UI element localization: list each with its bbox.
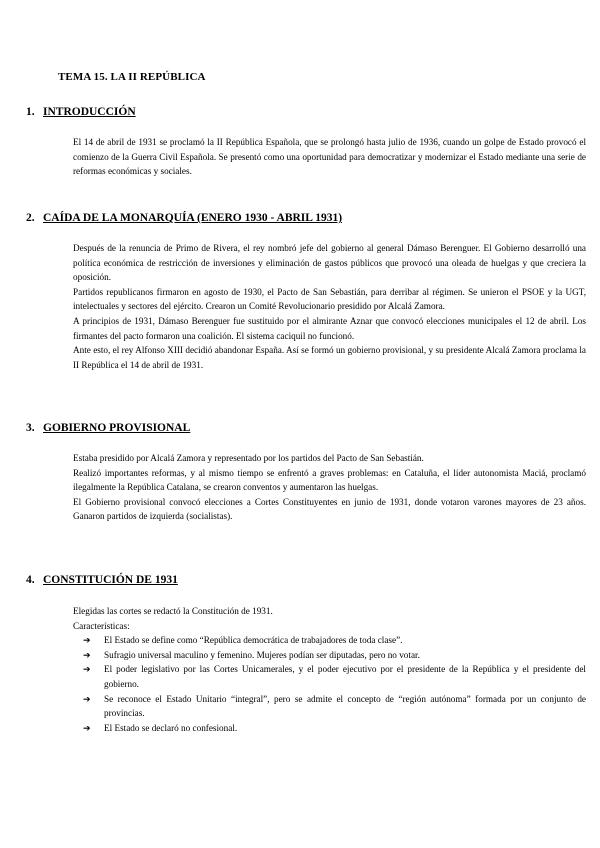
paragraph: Después de la renuncia de Primo de Rivera, el rey nombró jefe del gobierno al general Dámaso Berenguer. El Gobierno desarrolló una política económica de restricción de inversiones y eliminación de gastos públicos que provocó una oleada de huelgas y que creciera la oposición. [73,243,586,283]
section-number: 3. [26,422,35,434]
section-heading-constitucion-1931 [26,574,178,586]
section-title: GOBIERNO PROVISIONAL [43,422,191,434]
paragraph: Realizó importantes reformas, y al mismo tiempo se enfrentó a graves problemas: en Cataluña, el líder autonomista Maciá, proclamó ilegalmente la República Catalana, se crearon conventos y aumentaron las huelgas. [73,467,586,493]
list-item [73,633,586,648]
section-heading-gobierno-provisional [26,422,190,434]
paragraph: El 14 de abril de 1931 se proclamó la II República Española, que se prolongó hasta julio de 1936, cuando un golpe de Estado provocó el comienzo de la Guerra Civil Española. Se presentó como una oportunidad para democratizar y modernizar el Estado mediante una serie de reformas económicas y sociales. [73,137,586,177]
section-heading-caida-monarquia [26,212,342,224]
paragraph: El Gobierno provisional convocó elecciones a Cortes Constituyentes en junio de 1931, donde votaron varones mayores de 23 años. Ganaron partidos de izquierda (socialistas). [73,496,586,522]
arrow-right-icon: ➔ [83,649,91,660]
arrow-right-icon: ➔ [83,635,91,646]
arrow-right-icon: ➔ [83,664,91,675]
section-number: 2. [26,212,35,224]
document-title: TEMA 15. LA II REPÚBLICA [58,71,206,83]
paragraph: Estaba presidido por Alcalá Zamora y representado por los partidos del Pacto de San Sebastián. [73,453,424,463]
section-body-introduccion [73,135,586,179]
list-item [73,692,586,721]
paragraph: Elegidas las cortes se redactó la Constitución de 1931. [73,606,273,616]
section-number: 1. [26,106,35,118]
list-item-text: El Estado se declaró no confesional. [104,722,238,733]
list-item-text: El poder legislativo por las Cortes Unicamerales, y el poder ejecutivo por el presidente de la República y el presidente del gobierno. [104,664,586,689]
list-item-text: Sufragio universal maculino y femenino. Mujeres podían ser diputadas, pero no votar. [104,649,420,660]
section-title: CAÍDA DE LA MONARQUÍA (ENERO 1930 - ABRIL 1931) [43,212,343,224]
section-body-gobierno-provisional [73,451,586,524]
paragraph: A principios de 1931, Dámaso Berenguer fue sustituido por el almirante Aznar que convocó elecciones municipales el 12 de abril. Los firmantes del pacto formaron una coalición. El sistema caciquil no funcionó. [73,315,586,341]
paragraph: Características: [73,620,130,631]
section-heading-introduccion [26,106,136,118]
arrow-right-icon: ➔ [83,722,91,733]
paragraph: Ante esto, el rey Alfonso XIII decidió abandonar España. Así se formó un gobierno provisional, y su presidente Alcalá Zamora proclama la II República el 14 de abril de 1931. [73,345,586,370]
arrow-right-icon: ➔ [83,693,91,704]
section-body-constitucion-1931 [73,604,586,735]
list-item [73,648,586,663]
list-item-text: Se reconoce el Estado Unitario “integral”, pero se admite el concepto de “región autónoma” formada por un conjunto de provincias. [104,693,586,719]
list-item-text: El Estado se define como “República democrática de trabajadores de toda clase”. [104,635,403,646]
section-body-caida-monarquia [73,241,586,372]
list-item [73,662,586,691]
list-item [73,721,586,736]
characteristics-list [73,633,586,735]
section-title: CONSTITUCIÓN DE 1931 [43,574,178,586]
section-number: 4. [26,574,35,586]
section-title: INTRODUCCIÓN [43,106,136,118]
paragraph: Partidos republicanos firmaron en agosto de 1930, el Pacto de San Sebastián, para derribar al régimen. Se unieron el PSOE y la UGT, intelectuales y sectores del ejército. Crearon un Comité Revolucionario presidido por Alcalá Zamora. [73,286,586,312]
